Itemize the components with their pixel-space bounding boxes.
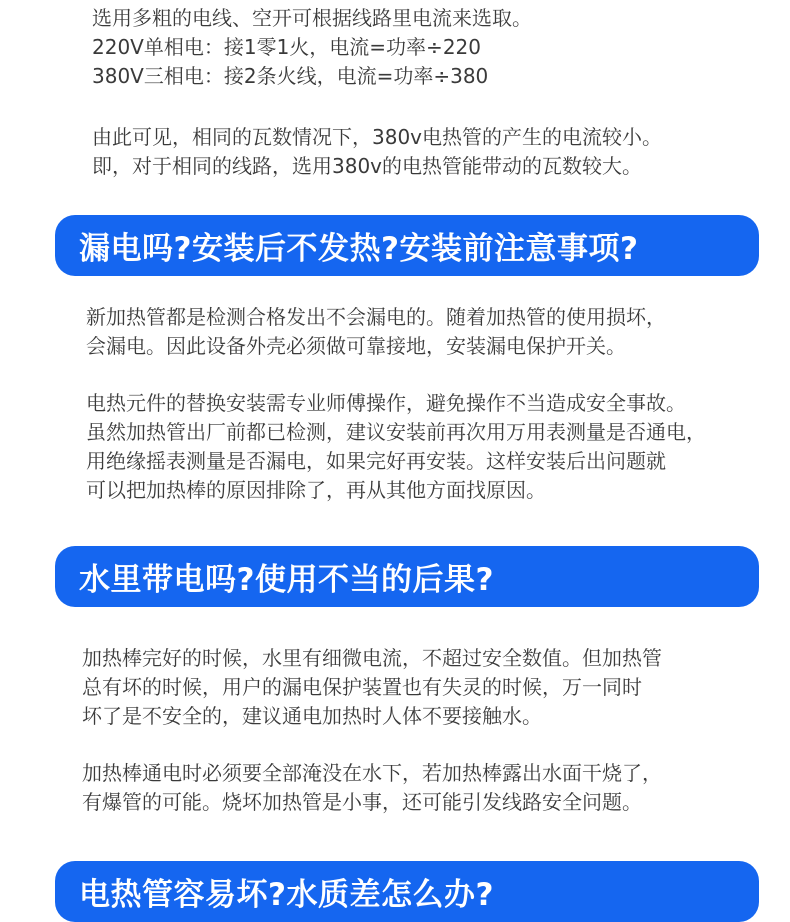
text-line: 选用多粗的电线、空开可根据线路里电流来选取。	[92, 6, 532, 30]
text-line: 有爆管的可能。烧坏加热管是小事，还可能引发线路安全问题。	[82, 790, 642, 814]
text-line: 加热棒完好的时候，水里有细微电流，不超过安全数值。但加热管	[82, 646, 662, 670]
text-line: 总有坏的时候，用户的漏电保护装置也有失灵的时候，万一同时	[82, 675, 642, 699]
text-line: 380V三相电：接2条火线，电流=功率÷380	[92, 64, 489, 88]
text-line: 会漏电。因此设备外壳必须做可靠接地，安装漏电保护开关。	[86, 334, 626, 358]
text-line: 电热元件的替换安装需专业师傅操作，避免操作不当造成安全事故。	[86, 391, 686, 415]
section-title: 水里带电吗?使用不当的后果?	[79, 562, 494, 598]
text-line: 220V单相电：接1零1火，电流=功率÷220	[92, 35, 481, 59]
intro-paragraph-conclusion	[92, 123, 662, 181]
section-water-paragraph-2	[82, 759, 662, 817]
intro-paragraph-wiring	[92, 4, 532, 91]
text-line: 坏了是不安全的，建议通电加热时人体不要接触水。	[82, 704, 542, 728]
section-leakage-paragraph-1	[86, 303, 666, 361]
section-leakage-paragraph-2	[86, 389, 706, 505]
section-title: 漏电吗?安装后不发热?安装前注意事项?	[79, 231, 639, 267]
section-water-paragraph-1	[82, 644, 662, 731]
text-line: 可以把加热棒的原因排除了，再从其他方面找原因。	[86, 478, 546, 502]
text-line: 加热棒通电时必须要全部淹没在水下，若加热棒露出水面干烧了，	[82, 761, 662, 785]
section-header-water-quality	[55, 861, 759, 922]
section-title: 电热管容易坏?水质差怎么办?	[79, 877, 494, 913]
text-line: 新加热管都是检测合格发出不会漏电的。随着加热管的使用损坏，	[86, 305, 666, 329]
text-line: 由此可见，相同的瓦数情况下，380v电热管的产生的电流较小。	[92, 125, 663, 149]
section-header-leakage	[55, 215, 759, 276]
section-header-water-electricity	[55, 546, 759, 607]
text-line: 虽然加热管出厂前都已检测，建议安装前再次用万用表测量是否通电，	[86, 420, 706, 444]
text-line: 即，对于相同的线路，选用380v的电热管能带动的瓦数较大。	[92, 154, 643, 178]
text-line: 用绝缘摇表测量是否漏电，如果完好再安装。这样安装后出问题就	[86, 449, 666, 473]
